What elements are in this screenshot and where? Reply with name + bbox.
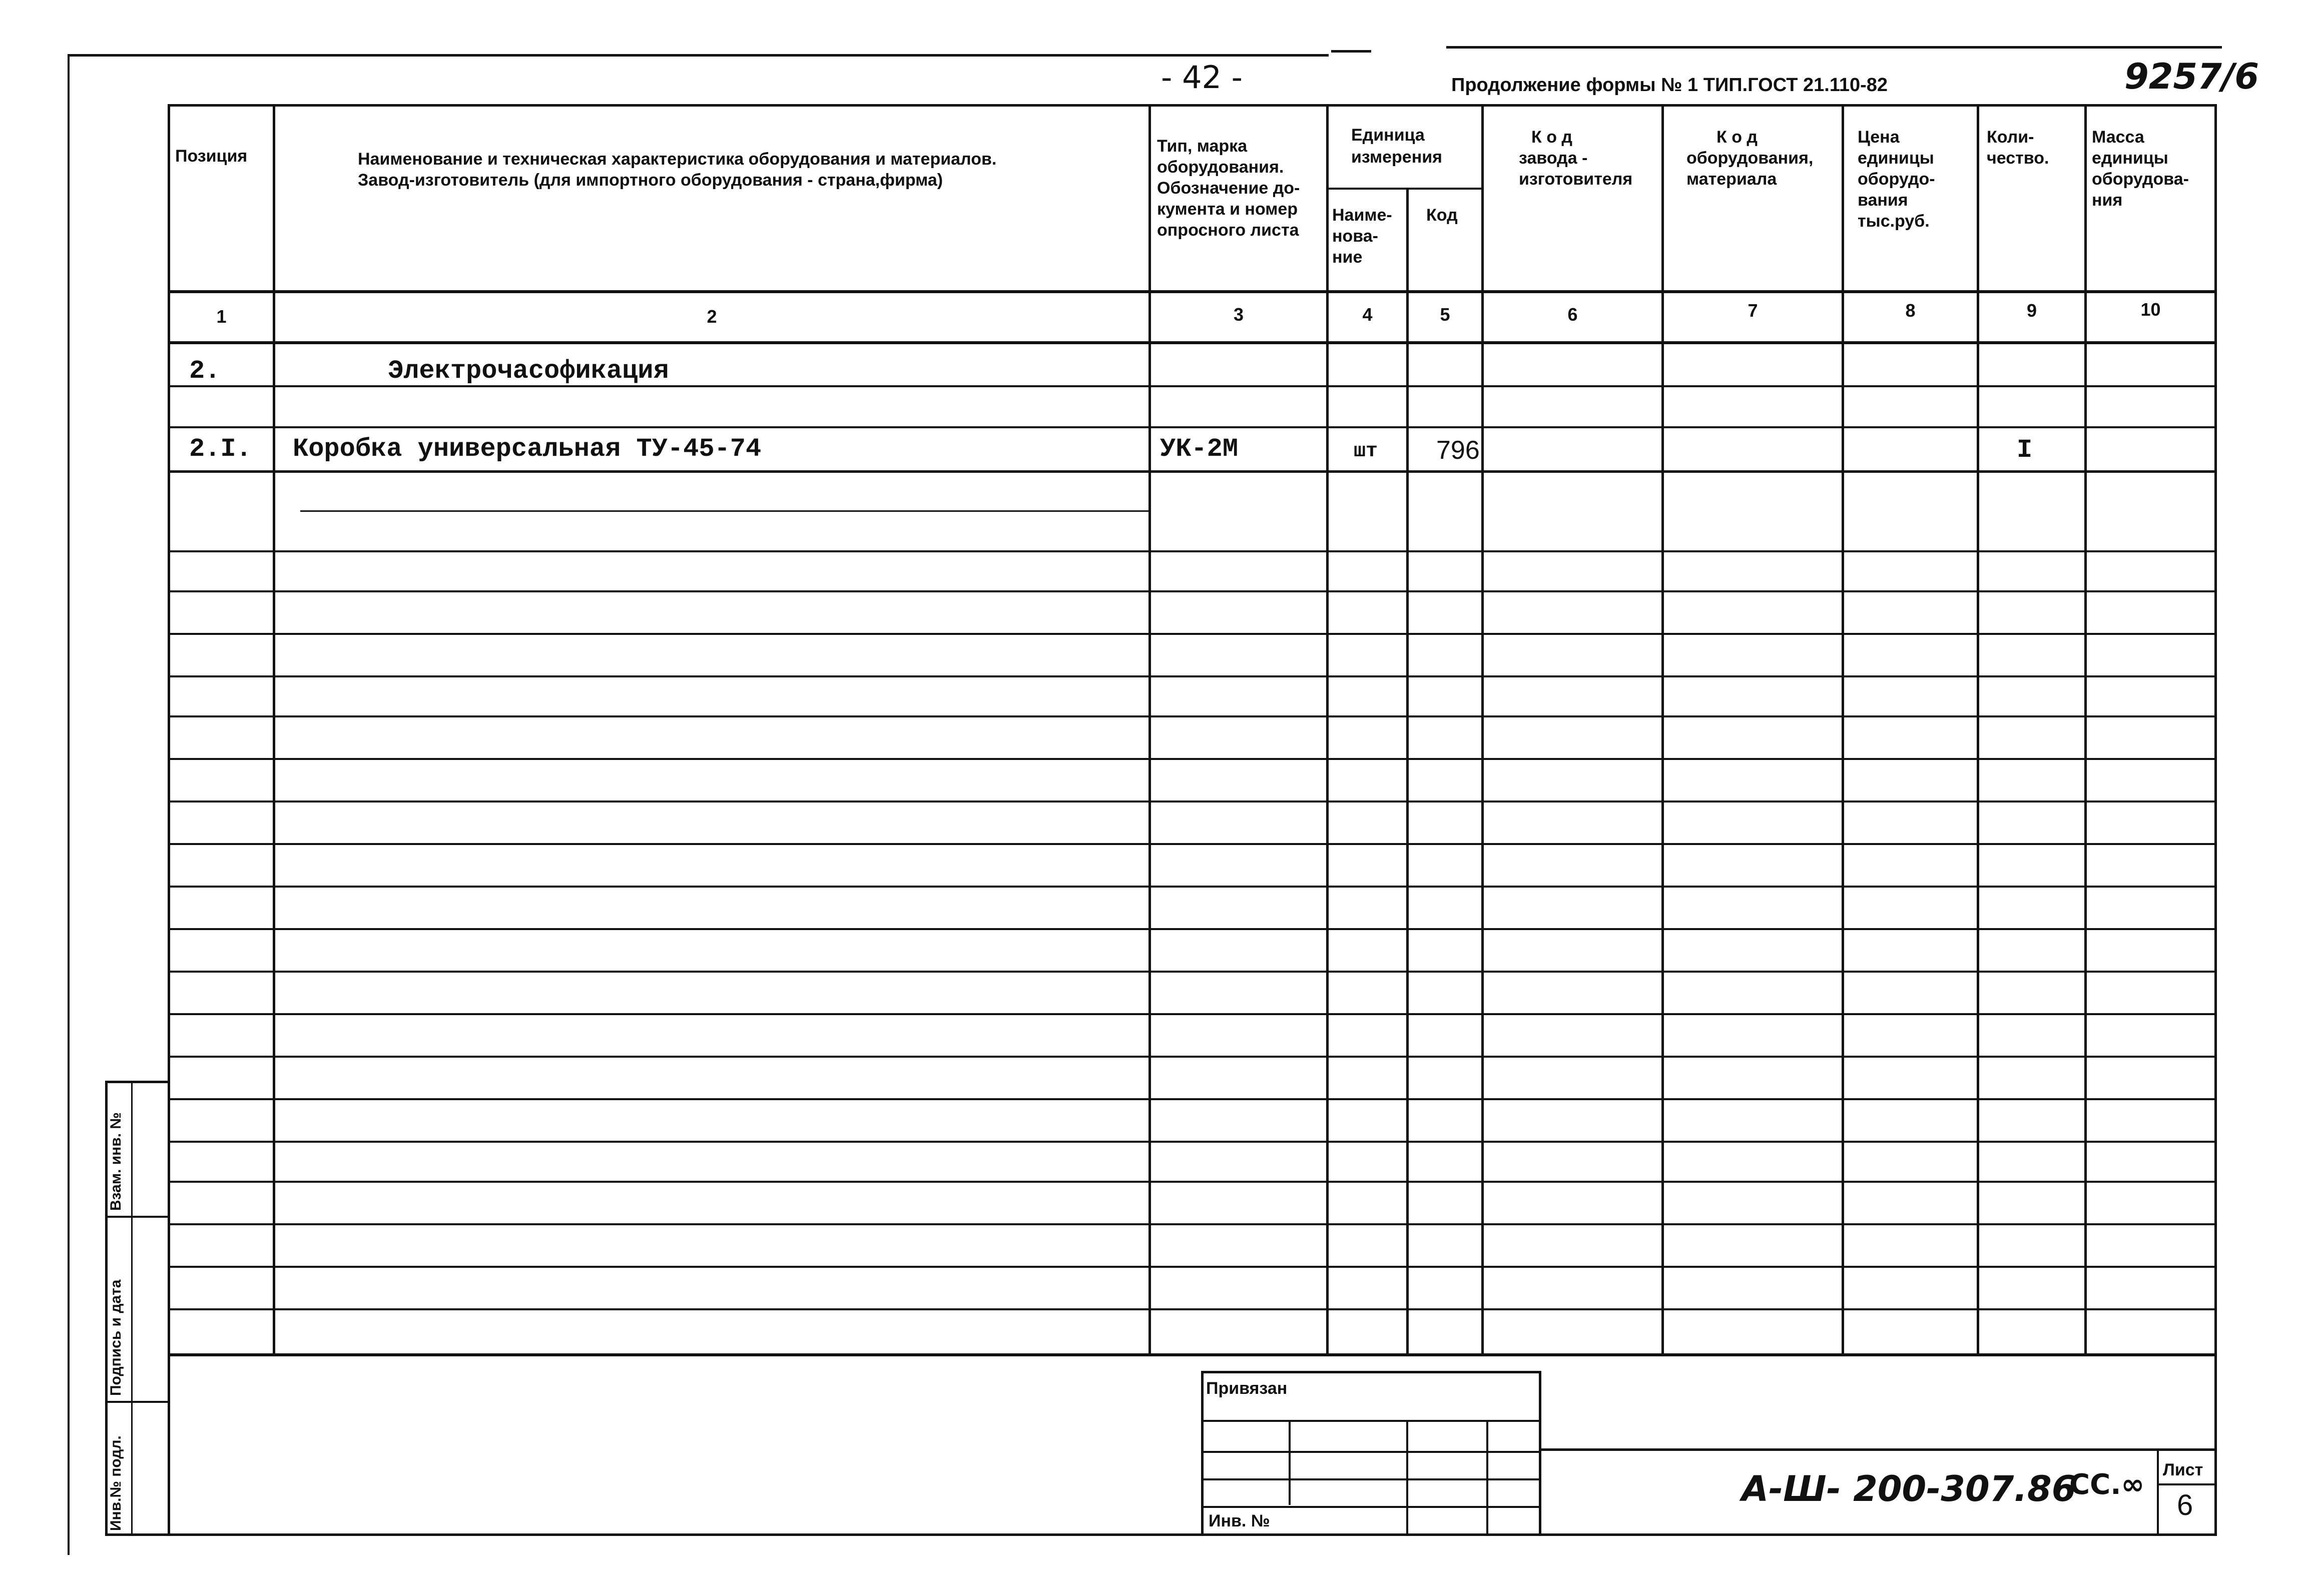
row2-name: Коробка универсальная ТУ-45-74 [293,434,762,464]
row2-type: УК-2М [1160,434,1239,464]
colnum-8: 8 [1905,300,1916,321]
row-line [168,843,2217,845]
header-col8-l3: оборудо- [1858,170,1935,189]
row2-unit: шт [1354,440,1378,463]
sheet-label: Лист [2163,1460,2203,1479]
doc-code: А-Ш- 200-307.86 [1742,1468,2076,1509]
colnum-bottom-line [168,341,2217,344]
header-col2-line1: Наименование и техническая характеристика оборудования и материалов. [358,150,997,169]
side-vzam-inv: Взам. инв. № [108,1112,124,1211]
header-col10-l1: Масса [2092,128,2144,147]
header-col4-l3: ние [1332,248,1363,267]
header-col5: Код [1426,206,1458,225]
row1-position: 2. [189,356,221,386]
header-col10-l2: единицы [2092,149,2168,168]
colnum-1: 1 [216,306,227,327]
privyazan-label: Привязан [1206,1379,1288,1398]
outer-top-line-left [68,54,1329,57]
header-col7-l1: К о д [1716,128,1758,147]
row-line [168,971,2217,973]
header-unit-l2: измерения [1351,148,1442,167]
outer-top-line-right [1446,46,2222,49]
row-line [168,1141,2217,1143]
row2-position: 2.I. [189,434,252,464]
header-bottom-line [168,290,2217,293]
row-line [168,426,2217,428]
colnum-7: 7 [1748,300,1758,321]
outer-top-line-mid [1331,50,1371,53]
row-line [168,928,2217,930]
side-strip-div1 [105,1216,170,1218]
col-line-4 [1406,188,1409,1355]
header-col9-l1: Коли- [1987,128,2034,147]
row-line [168,1056,2217,1058]
colnum-3: 3 [1233,304,1244,325]
privyazan-line1 [1201,1420,1541,1422]
header-col3-l1: Тип, марка [1157,137,1248,156]
header-col8-l5: тыс.руб. [1858,212,1930,231]
header-col6-l2: завода - [1519,149,1588,168]
header-col3-l5: опросного листа [1157,221,1299,240]
row-line [168,590,2217,592]
row2-qty: I [2017,435,2033,465]
colnum-5: 5 [1440,304,1450,325]
privyazan-v3 [1486,1420,1488,1536]
page-number: - 42 - [1161,59,1243,96]
header-col2-line2: Завод-изготовитель (для импортного оборудования - страна,фирма) [358,171,943,190]
row-line [168,550,2217,552]
header-col4-l2: нова- [1332,227,1378,246]
sheet-cell-divider [2157,1483,2217,1485]
header-col7-l3: материала [1686,170,1777,189]
row-line [168,801,2217,803]
header-col8-l2: единицы [1858,149,1934,168]
side-inv-podl: Инв.№ подл. [108,1435,124,1531]
header-col1: Позиция [175,147,248,166]
row-line [168,758,2217,760]
colnum-2: 2 [707,306,717,327]
colnum-10: 10 [2140,299,2161,320]
form-continuation: Продолжение формы № 1 ТИП.ГОСТ 21.110-82 [1451,75,1888,96]
side-strip-inner [131,1081,133,1536]
privyazan-line3 [1201,1478,1541,1480]
header-col10-l4: ния [2092,191,2123,210]
sheet-cell-left [2157,1448,2159,1536]
side-podpis-data: Подпись и дата [108,1279,124,1396]
row1-name: Электрочасофикация [388,356,669,386]
privyazan-v2 [1406,1420,1408,1536]
header-col8-l1: Цена [1858,128,1900,147]
title-block-top [1541,1448,2217,1451]
row-line [168,1266,2217,1268]
row-line [168,1308,2217,1310]
unit-group-divider [1326,188,1481,190]
doc-suffix: СС.∞ [2069,1468,2145,1501]
header-col7-l2: оборудования, [1686,149,1814,168]
header-col6-l1: К о д [1531,128,1572,147]
header-col3-l3: Обозначение до- [1157,179,1300,198]
row-line [300,510,1151,512]
privyazan-v1 [1289,1420,1291,1505]
colnum-9: 9 [2026,300,2037,321]
row-line [168,715,2217,717]
row-line [168,470,2217,473]
row-line [168,1223,2217,1225]
row-line [168,1181,2217,1183]
row2-code: 796 [1436,436,1480,465]
handwritten-ref: 9257/6 [2124,56,2259,97]
side-strip-div2 [105,1401,170,1403]
inv-no-label: Инв. № [1209,1511,1270,1530]
privyazan-line4 [1201,1506,1541,1508]
row-line [168,1013,2217,1015]
row-line [168,675,2217,677]
header-col8-l4: вания [1858,191,1908,210]
header-unit-l1: Единица [1351,126,1425,145]
colnum-4: 4 [1362,304,1373,325]
header-col3-l4: кумента и номер [1157,200,1298,219]
row-line [168,1098,2217,1100]
header-col3-l2: оборудования. [1157,158,1284,177]
privyazan-line2 [1201,1451,1541,1453]
row-line [168,633,2217,635]
table-bottom-line [168,1353,2217,1356]
header-col4-l1: Наиме- [1332,206,1392,225]
colnum-6: 6 [1567,304,1578,325]
header-col6-l3: изготовителя [1519,170,1633,189]
sheet-number: 6 [2177,1489,2193,1521]
header-col9-l2: чество. [1987,149,2049,168]
header-col10-l3: оборудова- [2092,170,2189,189]
row-line [168,886,2217,888]
outer-left-line [68,54,70,1555]
